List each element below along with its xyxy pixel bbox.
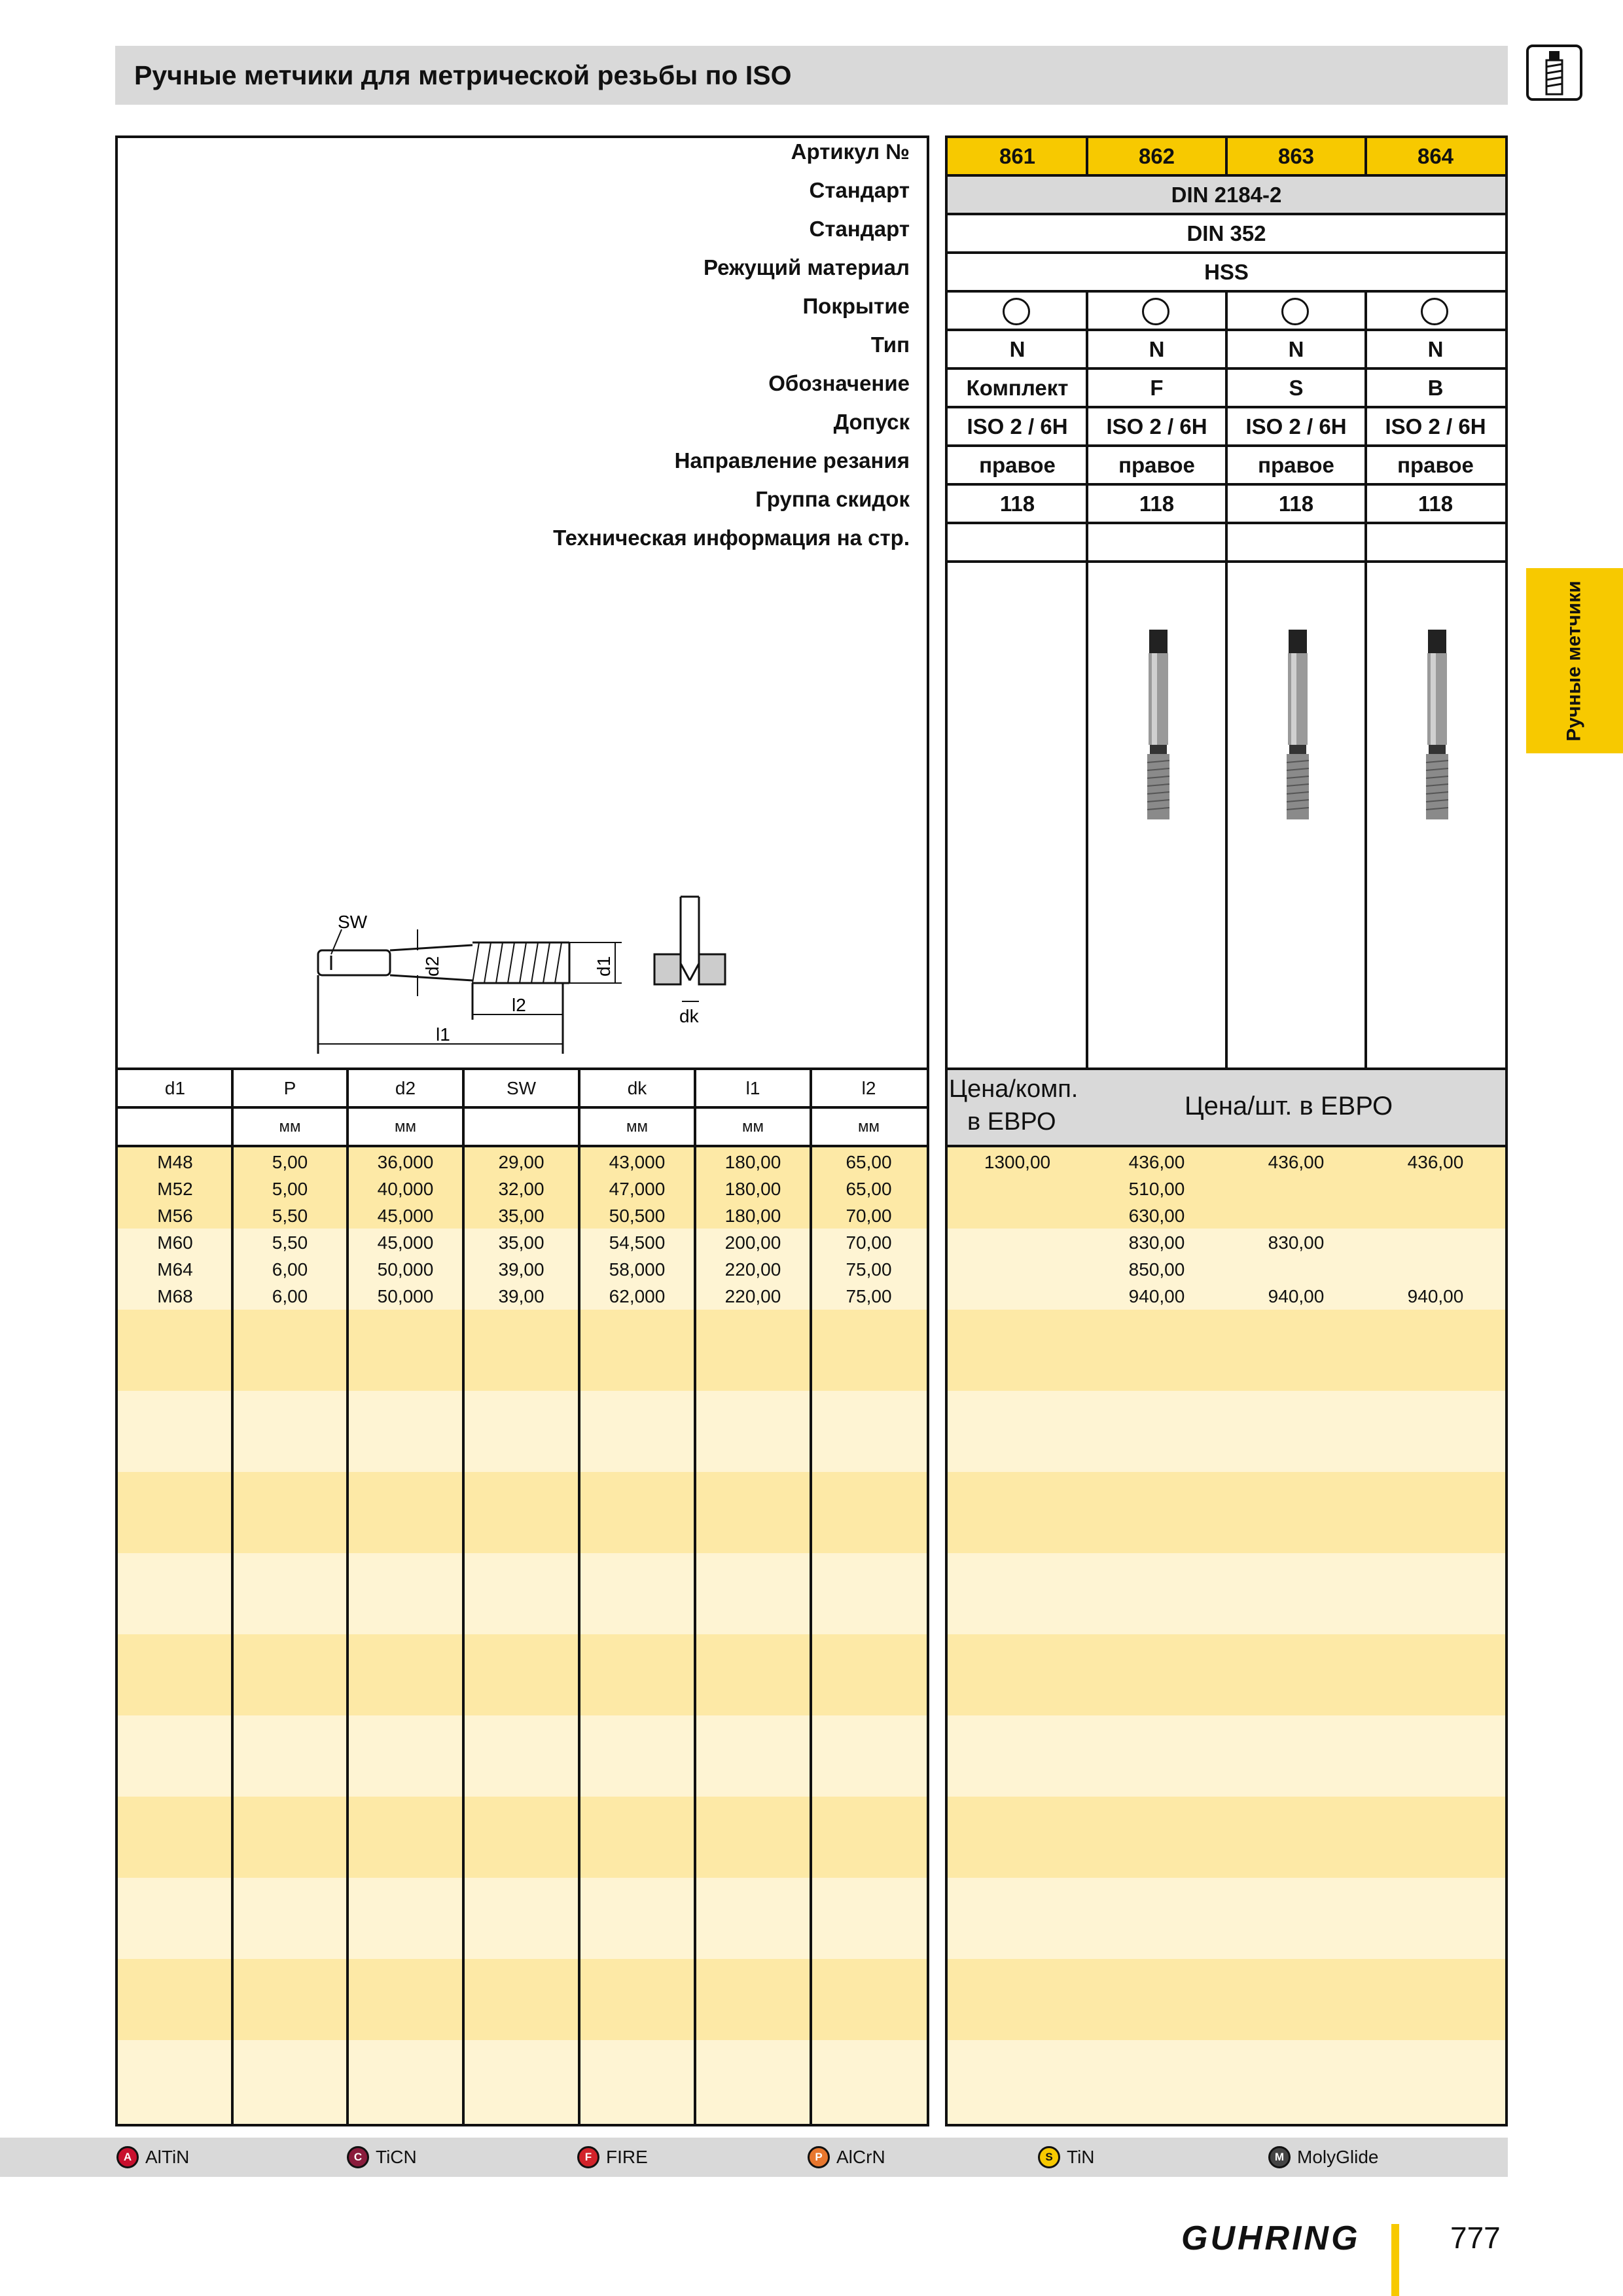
- uncoated-icon: [1281, 298, 1309, 325]
- diagram-label-l2: l2: [512, 995, 526, 1015]
- table-row[interactable]: M52 5,00 40,000 32,00 47,000 180,00 65,00: [157, 1179, 892, 1199]
- molyglide-icon: M: [1268, 2146, 1291, 2168]
- ticn-icon: C: [347, 2146, 369, 2168]
- col-header-p: P: [283, 1077, 296, 1098]
- coating-fire: F FIRE: [577, 2138, 648, 2177]
- spec-label-standard-2: Стандарт: [809, 217, 910, 241]
- direction-864: правое: [1366, 447, 1505, 486]
- spec-label-tech-info: Техническая информация на стр.: [553, 526, 910, 550]
- spec-label-tolerance: Допуск: [833, 410, 910, 434]
- uncoated-icon: [1142, 298, 1169, 325]
- tolerance-864: ISO 2 / 6H: [1366, 408, 1505, 447]
- designation-863: S: [1226, 370, 1366, 408]
- coating-altin: A AlTiN: [116, 2138, 189, 2177]
- column-divider: [1364, 293, 1367, 1070]
- discount-864: 118: [1366, 486, 1505, 524]
- type-862: N: [1087, 331, 1226, 370]
- table-row[interactable]: M56 5,50 45,000 35,00 50,500 180,00 70,00: [157, 1206, 892, 1226]
- unit-d2: мм: [395, 1117, 416, 1136]
- diagram-label-d1: d1: [594, 956, 614, 977]
- standard-1: DIN 2184-2: [948, 177, 1505, 215]
- diagram-label-d2: d2: [422, 956, 442, 977]
- col-header-d2: d2: [395, 1077, 416, 1098]
- tap-image-862: [1139, 628, 1178, 838]
- column-divider: [1225, 293, 1228, 1070]
- spec-label-material: Режущий материал: [703, 255, 910, 279]
- side-tab-label: Ручные метчики: [1563, 580, 1585, 742]
- brand-accent-bar: [1391, 2224, 1399, 2296]
- price-row[interactable]: 850,00: [1128, 1259, 1185, 1280]
- designation-864: B: [1366, 370, 1505, 408]
- direction-861: правое: [948, 447, 1087, 486]
- col-header-sw: SW: [506, 1077, 537, 1098]
- spec-label-type: Тип: [870, 332, 910, 357]
- spec-label-coating: Покрытие: [802, 294, 910, 318]
- table-row[interactable]: M68 6,00 50,000 39,00 62,000 220,00 75,00: [157, 1286, 892, 1306]
- designation-861: Комплект: [948, 370, 1087, 408]
- type-861: N: [948, 331, 1087, 370]
- spec-label-article: Артикул №: [791, 139, 910, 164]
- price-set-currency: в ЕВРО: [967, 1108, 1056, 1136]
- unit-p: мм: [279, 1117, 301, 1136]
- col-header-l1: l1: [745, 1077, 760, 1098]
- alcrn-icon: P: [808, 2146, 830, 2168]
- coating-molyglide: M MolyGlide: [1268, 2138, 1378, 2177]
- tap-dimension-diagram: [308, 877, 733, 1054]
- discount-862: 118: [1087, 486, 1226, 524]
- coating-tin: S TiN: [1038, 2138, 1095, 2177]
- unit-l2: мм: [858, 1117, 880, 1136]
- diagram-label-sw: SW: [338, 912, 368, 932]
- column-divider: [1086, 293, 1088, 1070]
- diagram-label-dk: dk: [679, 1006, 699, 1026]
- article-861[interactable]: 861: [948, 138, 1087, 177]
- fire-icon: F: [577, 2146, 599, 2168]
- spec-label-direction: Направление резания: [674, 448, 910, 473]
- tap-image-864: [1418, 628, 1457, 838]
- page-number: 777: [1450, 2221, 1501, 2255]
- article-864[interactable]: 864: [1366, 138, 1505, 177]
- tolerance-863: ISO 2 / 6H: [1226, 408, 1366, 447]
- designation-862: F: [1087, 370, 1226, 408]
- col-header-dk: dk: [627, 1077, 647, 1098]
- type-864: N: [1366, 331, 1505, 370]
- col-header-d1: d1: [164, 1077, 186, 1098]
- price-row[interactable]: 940,00 940,00 940,00: [1128, 1286, 1464, 1306]
- data-table: [118, 1149, 927, 1310]
- price-set-label: Цена/комп.: [949, 1075, 1079, 1103]
- page-title: Ручные метчики для метрической резьбы по ISO: [134, 60, 792, 90]
- table-row[interactable]: M48 5,00 36,000 29,00 43,000 180,00 65,00: [157, 1152, 892, 1172]
- tolerance-862: ISO 2 / 6H: [1087, 408, 1226, 447]
- table-row[interactable]: M60 5,50 45,000 35,00 54,500 200,00 70,00: [157, 1232, 892, 1253]
- spec-label-discount: Группа скидок: [755, 487, 910, 511]
- price-row[interactable]: 630,00: [1128, 1206, 1185, 1226]
- tolerance-861: ISO 2 / 6H: [948, 408, 1087, 447]
- article-863[interactable]: 863: [1226, 138, 1366, 177]
- tap-image-863: [1278, 628, 1317, 838]
- cutting-material: HSS: [948, 254, 1505, 293]
- discount-863: 118: [1226, 486, 1366, 524]
- standard-2: DIN 352: [948, 215, 1505, 254]
- price-row[interactable]: 830,00 830,00: [1128, 1232, 1325, 1253]
- unit-dk: мм: [626, 1117, 648, 1136]
- unit-l1: мм: [742, 1117, 764, 1136]
- altin-icon: A: [116, 2146, 139, 2168]
- uncoated-icon: [1421, 298, 1448, 325]
- price-piece-label: Цена/шт. в ЕВРО: [1185, 1092, 1393, 1121]
- type-863: N: [1226, 331, 1366, 370]
- brand-logo: GUHRING: [1181, 2219, 1361, 2257]
- diagram-label-l1: l1: [436, 1024, 450, 1045]
- spec-label-standard-1: Стандарт: [809, 178, 910, 202]
- coating-ticn: C TiCN: [347, 2138, 417, 2177]
- price-row[interactable]: 510,00: [1128, 1179, 1185, 1199]
- direction-862: правое: [1087, 447, 1226, 486]
- discount-861: 118: [948, 486, 1087, 524]
- direction-863: правое: [1226, 447, 1366, 486]
- coating-alcrn: P AlCrN: [808, 2138, 885, 2177]
- table-row[interactable]: M64 6,00 50,000 39,00 58,000 220,00 75,00: [157, 1259, 892, 1280]
- price-table: [948, 1149, 1505, 1310]
- tap-icon: [1526, 45, 1582, 101]
- tin-icon: S: [1038, 2146, 1060, 2168]
- article-862[interactable]: 862: [1087, 138, 1226, 177]
- uncoated-icon: [1003, 298, 1030, 325]
- spec-label-designation: Обозначение: [768, 371, 910, 395]
- price-row[interactable]: 1300,00 436,00 436,00 436,00: [984, 1152, 1464, 1172]
- col-header-l2: l2: [861, 1077, 876, 1098]
